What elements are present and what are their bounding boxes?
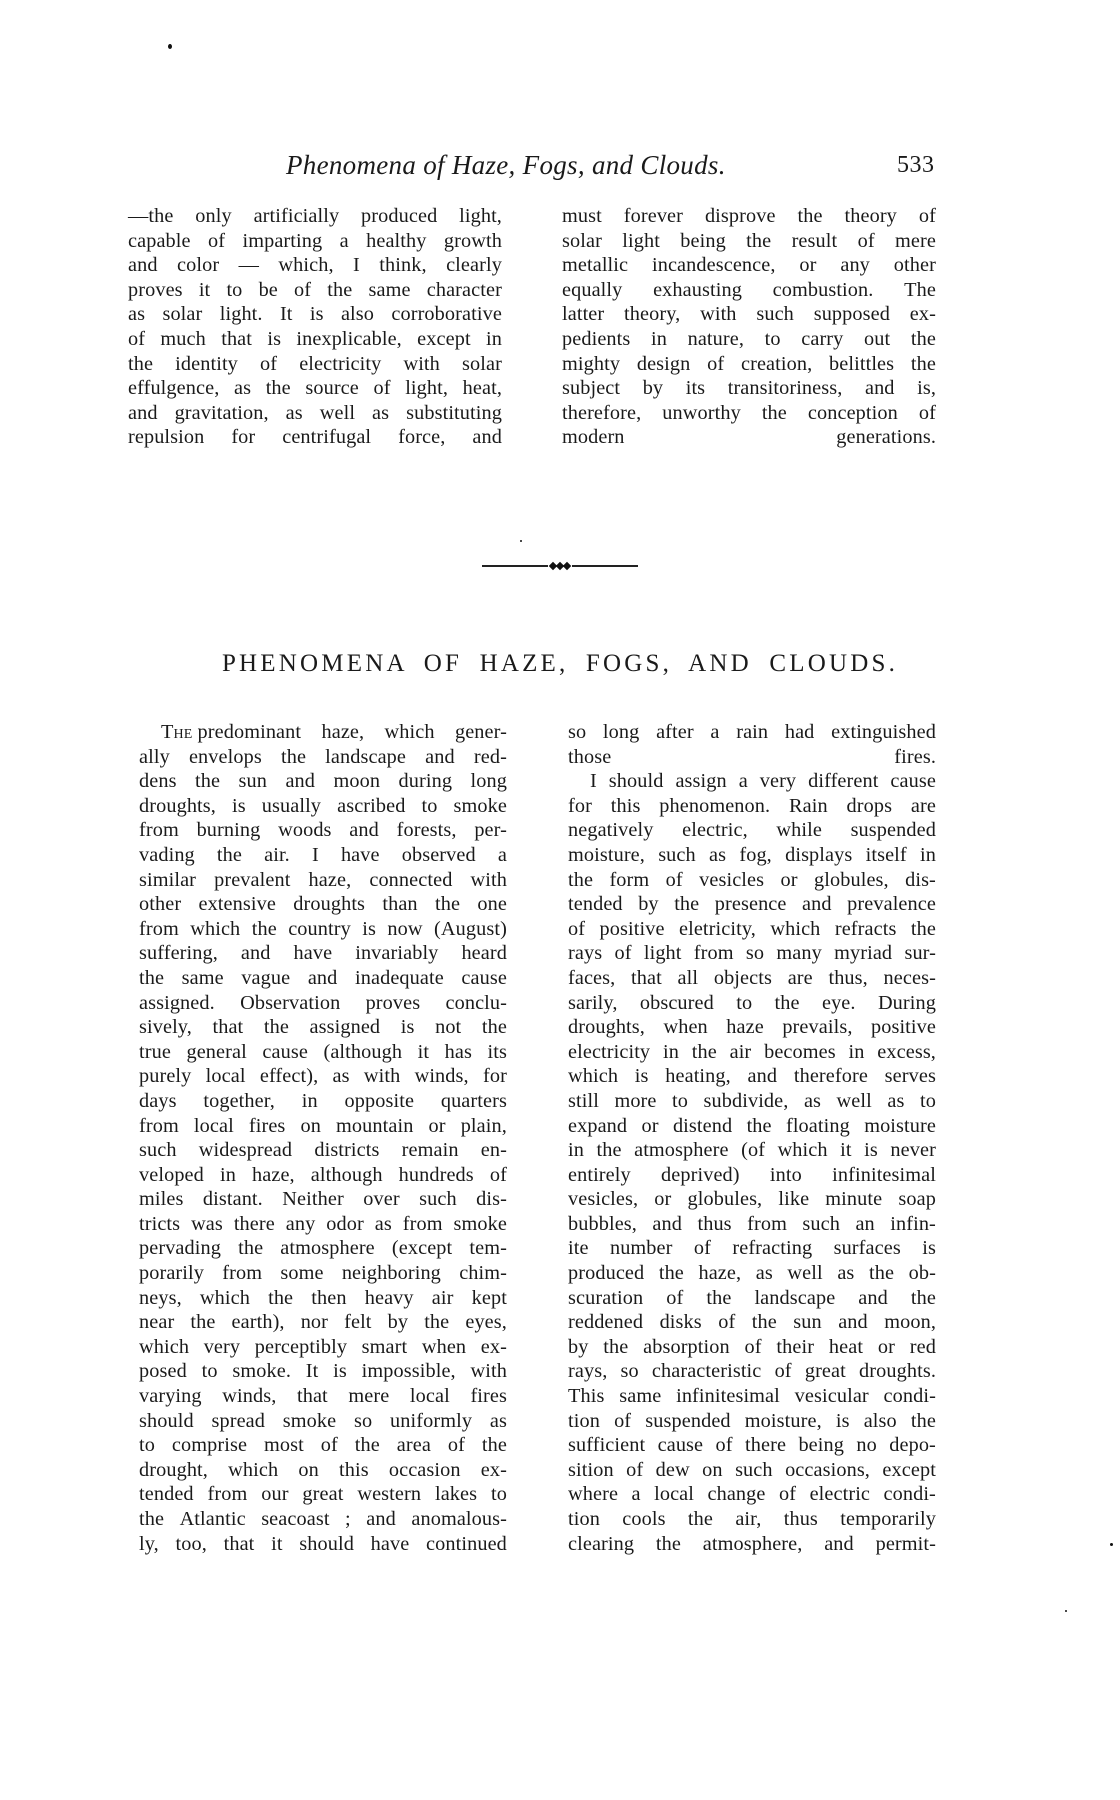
- text-line: drought, which on this occasion ex-: [139, 1458, 507, 1481]
- text-line: days together, in opposite quarters: [139, 1089, 507, 1112]
- text-line: sarily, obscured to the eye. During: [568, 991, 936, 1014]
- text-line: near the earth), nor felt by the eyes,: [139, 1311, 507, 1334]
- text-line: should spread smoke so uniformly as: [139, 1409, 507, 1432]
- text-line: tricts was there any odor as from smoke: [139, 1212, 507, 1235]
- text-line: electricity in the air becomes in excess,: [568, 1040, 936, 1063]
- text-line: of much that is inexplicable, except in: [128, 327, 502, 350]
- text-line: those fires.: [568, 745, 936, 768]
- text-line: therefore, unworthy the conception of: [562, 401, 936, 424]
- text-line: in the atmosphere (of which it is never: [568, 1139, 936, 1162]
- text-line: droughts, when haze prevails, positive: [568, 1016, 936, 1039]
- article-title: PHENOMENA OF HAZE, FOGS, AND CLOUDS.: [221, 650, 899, 677]
- ornamental-rule-icon: [482, 560, 638, 572]
- text-line: veloped in haze, although hundreds of: [139, 1163, 507, 1186]
- text-line: sively, that the assigned is not the: [139, 1016, 507, 1039]
- text-line: for this phenomenon. Rain drops are: [568, 794, 936, 817]
- text-line: tion cools the air, thus temporarily: [568, 1508, 936, 1530]
- text-line: the form of vesicles or globules, dis-: [568, 868, 936, 891]
- text-line: sition of dew on such occasions, except: [568, 1458, 936, 1481]
- text-line: proves it to be of the same character: [128, 278, 502, 301]
- text-line: pedients in nature, to carry out the: [562, 327, 936, 350]
- text-line: true general cause (although it has its: [139, 1040, 507, 1063]
- scan-speck: [520, 540, 522, 542]
- text-line: latter theory, with such supposed ex-: [562, 303, 936, 326]
- text-line: scuration of the landscape and the: [568, 1286, 936, 1309]
- text-line: modern generations.: [562, 426, 936, 449]
- text-line: assigned. Observation proves conclu-: [139, 991, 507, 1014]
- text-line: tended from our great western lakes to: [139, 1483, 507, 1506]
- text-line: must forever disprove the theory of: [562, 205, 936, 227]
- text-line: ly, too, that it should have continued: [139, 1532, 507, 1555]
- text-line: entirely deprived) into infinitesimal: [568, 1163, 936, 1186]
- text-line: produced the haze, as well as the ob-: [568, 1262, 936, 1285]
- text-line: still more to subdivide, as well as to: [568, 1089, 936, 1112]
- text-line: repulsion for centrifugal force, and: [128, 426, 502, 449]
- text-line: reddened disks of the sun and moon,: [568, 1311, 936, 1334]
- diamond-ornament-icon: [550, 563, 570, 569]
- text-line: sufficient cause of there being no depo-: [568, 1434, 936, 1457]
- text-line: of positive eletricity, which refracts the: [568, 917, 936, 940]
- page-number: 533: [897, 152, 935, 178]
- text-line: such widespread districts remain en-: [139, 1139, 507, 1162]
- text-line: where a local change of electric condi-: [568, 1483, 936, 1506]
- scan-speck: [168, 44, 172, 49]
- text-line: suffering, and have invariably heard: [139, 942, 507, 965]
- text-line: ally envelops the landscape and red-: [139, 745, 507, 768]
- text-line: which very perceptibly smart when ex-: [139, 1335, 507, 1358]
- text-line: other extensive droughts than the one: [139, 893, 507, 916]
- rule-left: [482, 565, 548, 567]
- text-line: moisture, such as fog, displays itself in: [568, 843, 936, 866]
- text-line: pervading the atmosphere (except tem-: [139, 1237, 507, 1260]
- previous-article-right-column: [562, 204, 936, 450]
- text-line: purely local effect), as with winds, for: [139, 1065, 507, 1088]
- text-line: mighty design of creation, belittles the: [562, 352, 936, 375]
- text-line: from burning woods and forests, per-: [139, 819, 507, 842]
- text-line: varying winds, that mere local fires: [139, 1385, 507, 1408]
- article-right-column: [568, 720, 936, 1556]
- text-line: bubbles, and thus from such an infin-: [568, 1212, 936, 1235]
- text-line: The predominant haze, which gener-: [161, 721, 507, 743]
- text-line: dens the sun and moon during long: [139, 770, 507, 793]
- text-line: neys, which the then heavy air kept: [139, 1286, 507, 1309]
- text-line: and gravitation, as well as substituting: [128, 401, 502, 424]
- text-line: from local fires on mountain or plain,: [139, 1114, 507, 1137]
- text-line: effulgence, as the source of light, heat,: [128, 377, 502, 400]
- text-line: faces, that all objects are thus, neces-: [568, 966, 936, 989]
- scan-speck: [1065, 1610, 1067, 1612]
- text-line: tion of suspended moisture, is also the: [568, 1409, 936, 1432]
- text-line: miles distant. Neither over such dis-: [139, 1188, 507, 1211]
- text-line: to comprise most of the area of the: [139, 1434, 507, 1457]
- text-line: the Atlantic seacoast ; and anomalous-: [139, 1508, 507, 1530]
- text-line: vesicles, or globules, like minute soap: [568, 1188, 936, 1211]
- text-line: negatively electric, while suspended: [568, 819, 936, 842]
- text-line: rays of light from so many myriad sur-: [568, 942, 936, 965]
- text-line: and color — which, I think, clearly: [128, 254, 502, 277]
- text-line: the identity of electricity with solar: [128, 352, 502, 375]
- rule-right: [572, 565, 638, 567]
- previous-article-left-column: [128, 204, 502, 450]
- text-line: solar light being the result of mere: [562, 229, 936, 252]
- text-line: porarily from some neighboring chim-: [139, 1262, 507, 1285]
- text-line: ite number of refracting surfaces is: [568, 1237, 936, 1260]
- text-line: —the only artificially produced light,: [128, 205, 502, 227]
- text-line: the same vague and inadequate cause: [139, 966, 507, 989]
- article-left-column: [139, 720, 507, 1556]
- text-line: subject by its transitoriness, and is,: [562, 377, 936, 400]
- text-line: clearing the atmosphere, and permit-: [568, 1532, 936, 1555]
- text-line: as solar light. It is also corroborative: [128, 303, 502, 326]
- text-line: rays, so characteristic of great droughts.: [568, 1360, 936, 1383]
- text-line: expand or distend the floating moisture: [568, 1114, 936, 1137]
- text-line: from which the country is now (August): [139, 917, 507, 940]
- text-line: vading the air. I have observed a: [139, 843, 507, 866]
- text-line: equally exhausting combustion. The: [562, 278, 936, 301]
- dropcap-word: The: [161, 721, 193, 743]
- text-line: I should assign a very different cause: [590, 770, 936, 793]
- text-line: posed to smoke. It is impossible, with: [139, 1360, 507, 1383]
- text-line: metallic incandescence, or any other: [562, 254, 936, 277]
- scan-speck: [1110, 1543, 1113, 1546]
- text-line: tended by the presence and prevalence: [568, 893, 936, 916]
- running-head: [0, 150, 1120, 190]
- text-line: droughts, is usually ascribed to smoke: [139, 794, 507, 817]
- text-line: capable of imparting a healthy growth: [128, 229, 502, 252]
- text-line: by the absorption of their heat or red: [568, 1335, 936, 1358]
- text-line: which is heating, and therefore serves: [568, 1065, 936, 1088]
- text-line: so long after a rain had extinguished: [568, 721, 936, 743]
- text-line: similar prevalent haze, connected with: [139, 868, 507, 891]
- text-line: This same infinitesimal vesicular condi-: [568, 1385, 936, 1408]
- running-title: Phenomena of Haze, Fogs, and Clouds.: [286, 150, 726, 180]
